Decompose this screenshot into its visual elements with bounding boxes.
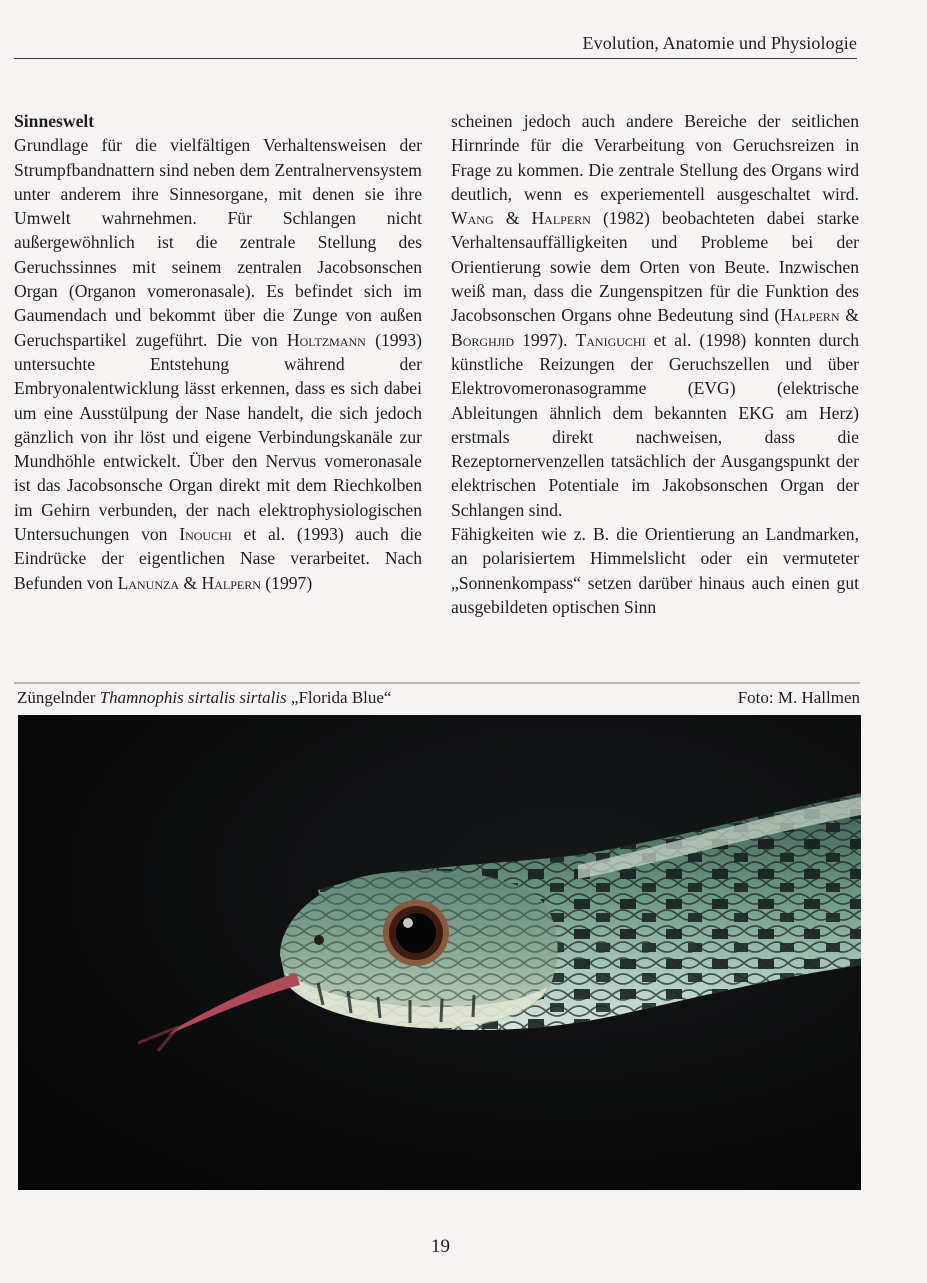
running-head: Evolution, Anatomie und Physiologie: [582, 33, 857, 53]
right-text-1: scheinen jedoch auch andere Bereiche der seitlichen Hirnrinde für die Verarbeitung von Geruchsreizen in Frage zu kommen. Die zentrale Stellung des Organs wird deutlich, wenn es experiementell ausgeschaltet wird.: [451, 111, 859, 204]
caption-prefix: Züngelnder: [17, 688, 100, 707]
right-text-3: 1997).: [514, 329, 576, 350]
author-halpern: Halpern: [531, 208, 591, 229]
author-wang: Wang: [451, 208, 494, 229]
author-inouchi: Inouchi: [179, 524, 232, 545]
right-amp-2: &: [839, 305, 859, 326]
left-text-2: (1993) untersuchte Entstehung während der Embryonalentwicklung lässt erkennen, dass es sich dabei um eine Ausstülpung der Nase handelt, die sich jedoch gänzlich von ihr löst und eigene Verbindungskanäle zur Mundhöhle entwickelt. Über den Nervus vomeronasale ist das Jacobsonsche Organ direkt mit dem Riechkolben im Gehirn verbunden, der nach elektrophysiologischen Untersuchungen von: [14, 329, 422, 545]
snake-illustration: [18, 715, 861, 1190]
caption-rule: [14, 682, 860, 684]
right-amp-1: &: [493, 208, 532, 229]
left-text-3: et al. (1993) auch die Eindrücke der eigentlichen Nase verarbeitet. Nach Befunden von: [14, 524, 422, 593]
author-taniguchi: Taniguchi: [575, 329, 646, 350]
figure-caption: [17, 688, 391, 708]
author-holtzmann: Holtzmann: [286, 329, 366, 350]
photo-credit: Foto: M. Hallmen: [737, 688, 860, 707]
left-column: [14, 109, 422, 595]
right-text-4: et al. (1998) konnten durch künstliche Reizungen der Geruchszellen und über Elektrovomeronasogramme (EVG) (elektrische Ableitungen ähnlich dem bekannten EKG am Herz) erstmals direkt nachweisen, dass die Rezeptornervenzellen tatsächlich der Ausgangspunkt der elektrischen Potentiale im Jakobsonschen Organ der Schlangen sind.: [451, 329, 859, 520]
section-title: Sinneswelt: [14, 111, 95, 131]
snake-photo: [18, 715, 861, 1190]
left-amp-1: &: [179, 572, 202, 593]
page-number: 19: [431, 1236, 450, 1257]
right-text-2: (1982) beobachteten dabei starke Verhaltensauffälligkeiten und Probleme bei der Orientierung sowie dem Orten von Beute. Inzwischen weiß man, dass die Zungenspitzen für die Funktion des Jacobsonschen Organs ohne Bedeutung sind (: [451, 208, 860, 326]
left-text-1: Grundlage für die vielfältigen Verhaltensweisen der Strumpfbandnattern sind neben dem Zentralnervensystem unter anderem ihre Sinnesorgane, mit denen sie ihre Umwelt wahrnehmen. Für Schlangen nicht außergewöhnlich ist die zentrale Stellung des Geruchssinnes mit seinem zentralen Jacobsonschen Organ (Organon vomeronasale). Es befindet sich im Gaumendach und bekommt über die Zunge von außen Geruchspartikel zugeführt. Die von: [14, 135, 422, 350]
right-column: [451, 109, 859, 619]
caption-species: Thamnophis sirtalis sirtalis: [99, 688, 287, 707]
header-rule: [14, 58, 857, 59]
author-halpern: Halpern: [201, 572, 261, 593]
author-borghjid: Borghjid: [451, 329, 515, 350]
author-halpern: Halpern: [780, 305, 840, 326]
left-text-4: (1997): [260, 572, 313, 593]
caption-suffix: „Florida Blue“: [286, 688, 392, 707]
snake-nostril: [314, 935, 324, 945]
right-column-text: [451, 109, 859, 522]
right-paragraph-2: Fähigkeiten wie z. B. die Orientierung an Landmarken, an polarisiertem Himmelslicht oder ein vermuteter „Sonnenkompass“ setzen darüber hinaus auch einen gut ausgebildeten optischen Sinn: [451, 524, 859, 617]
left-column-text: [14, 109, 422, 595]
author-lanunza: Lanunza: [117, 572, 180, 593]
